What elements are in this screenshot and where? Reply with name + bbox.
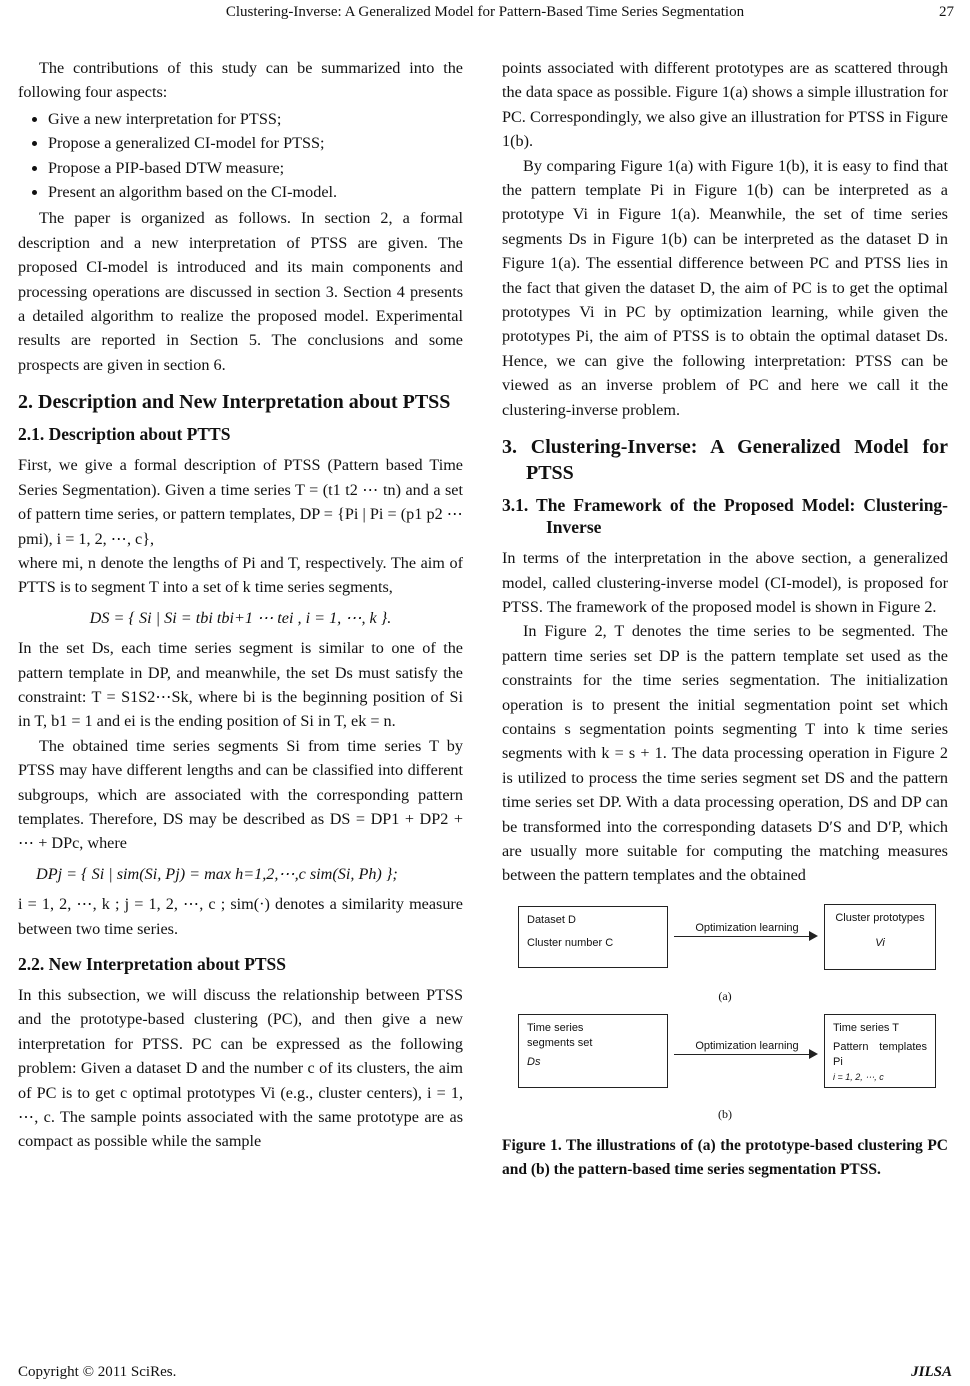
contributions-list	[18, 107, 463, 205]
copyright: Copyright © 2011 SciRes.	[18, 1364, 177, 1380]
figure-sublabel-b: (b)	[718, 1106, 732, 1121]
section-3-heading: 3. Clustering-Inverse: A Generalized Model for PTSS	[502, 436, 948, 485]
paragraph: By comparing Figure 1(a) with Figure 1(b), it is easy to find that the pattern template Pi in Figure 1(b) can be interpreted as a prototype Vi in Figure 1(a). Meanwhile, the set of time series segments Ds in Figure 1(b) can be interpreted as the dataset D in Figure 1(a). The essential difference between PC and PTSS lies in the fact that given the dataset D, the aim of PC is to get the optimal prototypes Vi in PC by optimization learning, while given the prototypes Pi, the aim of PTSS is to obtain the optimal dataset Ds. Hence, we can give the following interpretation: PTSS can be viewed as an inverse problem of PC and here we call it the clustering-inverse problem.	[502, 156, 948, 419]
list-item: • Give a new interpretation for PTSS;	[48, 107, 463, 131]
arrow	[674, 1054, 816, 1055]
dataset-box	[518, 906, 668, 968]
box-text: Time series	[527, 1021, 584, 1034]
box-text: Pattern templates Pi	[833, 1040, 927, 1068]
section-2-heading: 2. Description and New Interpretation about PTSS	[18, 391, 451, 414]
contributions-intro: The contributions of this study can be summarized into the following four aspects:	[18, 59, 463, 102]
list-item: • Present an algorithm based on the CI-model.	[48, 180, 463, 204]
paragraph: where mi, n denote the lengths of Pi and T, respectively. The aim of PTTS is to segment T into a set of k time series segments,	[18, 553, 463, 597]
box-text: Vi	[875, 936, 885, 949]
box-text: Dataset D	[527, 913, 576, 926]
segments-set-box	[518, 1014, 668, 1088]
figure-1-caption: Figure 1. The illustrations of (a) the prototype-based clustering PC and (b) the pattern-based time series segmentation PTSS.	[502, 1136, 948, 1178]
arrow-label: Optimization learning	[695, 1039, 799, 1052]
box-text: Time series T	[833, 1021, 900, 1034]
box-text: Cluster number C	[527, 936, 614, 949]
page-footer	[18, 1352, 952, 1380]
left-column	[18, 56, 463, 1154]
box-text: segments set	[527, 1036, 593, 1049]
arrow	[674, 936, 816, 937]
list-item: • Propose a PIP-based DTW measure;	[48, 156, 463, 180]
journal-name: JILSA	[911, 1364, 952, 1380]
section-2-2-heading: 2.2. New Interpretation about PTSS	[18, 954, 287, 974]
page-number: 27	[939, 4, 954, 20]
box-text: Cluster prototypes	[835, 911, 925, 924]
section-3-1-heading: 3.1. The Framework of the Proposed Model: Clustering-Inverse	[502, 495, 948, 538]
paragraph: In terms of the interpretation in the above section, a generalized model, called clustering-inverse model (CI-model), is proposed for PTSS. The framework of the proposed model is shown in Figure 2.	[502, 549, 948, 616]
paragraph: The obtained time series segments Si from time series T by PTSS may have different lengths and can be classified into different subgroups, which are associated with the corresponding pattern templates. Therefore, DS may be described as DS = DP1 + DP2 + ⋯ + DPc, where	[18, 736, 463, 853]
organization-paragraph: The paper is organized as follows. In section 2, a formal description and a new interpretation of PTSS are given. The proposed CI-model is introduced and its main components and processing operations are discussed in section 3. Section 4 presents a detailed algorithm to realize the proposed model. Experimental results are reported in Section 5. The conclusions and some prospects are given in section 6.	[18, 209, 463, 374]
section-2-1-heading: 2.1. Description about PTTS	[18, 424, 231, 445]
cluster-prototypes-box	[824, 904, 936, 970]
right-column	[502, 56, 948, 1182]
page-header	[0, 0, 970, 30]
paragraph: First, we give a formal description of PTSS (Pattern based Time Series Segmentation). Given a time series T = (t1 t2 ⋯ tn) and a set of pattern time series, or pattern templates, DP = {Pi | Pi = (p1 p2 ⋯ pmi), i = 1, 2, ⋯, c},	[18, 456, 463, 548]
figure-sublabel-a: (a)	[718, 988, 732, 1003]
paragraph: In this subsection, we will discuss the relationship between PTSS and the prototype-based clustering (PC), and then give a new interpretation for PTSS. PC can be expressed as the following problem: Given a dataset D and the number c of its clusters, the aim of PC is to get c optimal prototypes Vi (e.g., cluster centers), i = 1, ⋯, c. The sample points associated with the same prototype are as compact as possible while the sample	[18, 986, 463, 1151]
paragraph: i = 1, 2, ⋯, k ; j = 1, 2, ⋯, c ; sim(·) denotes a similarity measure between two time series.	[18, 895, 463, 938]
running-title: Clustering-Inverse: A Generalized Model for Pattern-Based Time Series Segmentation	[225, 4, 745, 20]
paragraph: In Figure 2, T denotes the time series to be segmented. The pattern time series set DP is the pattern template set used as the constraints for the time series segmentation. The initialization operation is to present the initial segmentation point set which contains s segmentation points segmenting T into k time series segments with k = s + 1. The data processing operation in Figure 2 is utilized to process the time series segment set DS and the pattern time series set DP. With a data processing operation, DS and DP can be transformed into the corresponding datasets D′S and D′P, which are usually more suitable for computing the matching measures between the pattern templates and the obtained	[502, 622, 948, 885]
equation: DS = { Si | Si = tbi tbi+1 ⋯ tei , i = 1, ⋯, k }.	[89, 608, 392, 627]
equation: DPj = { Si | sim(Si, Pj) = max h=1,2,⋯,c sim(Si, Ph) };	[36, 864, 398, 883]
arrow-label: Optimization learning	[695, 921, 799, 934]
pattern-templates-box	[824, 1014, 936, 1088]
list-item: • Propose a generalized CI-model for PTSS;	[48, 131, 463, 155]
paragraph: In the set Ds, each time series segment is similar to one of the pattern template in DP, and meanwhile, the set Ds must satisfy the constraint: T = S1S2⋯Sk, where bi is the beginning position of Si in T, b1 = 1 and ei is the ending position of Si in T, ek = n.	[18, 639, 463, 731]
box-text: Ds	[527, 1055, 541, 1068]
box-text: i = 1, 2, ⋯, c	[833, 1071, 884, 1082]
figure-1	[502, 896, 948, 1156]
paragraph: points associated with different prototypes are as scattered through the data space as possible. Figure 1(a) shows a simple illustration for PC. Correspondingly, we also give an illustration for PTSS in Figure 1(b).	[502, 59, 948, 151]
